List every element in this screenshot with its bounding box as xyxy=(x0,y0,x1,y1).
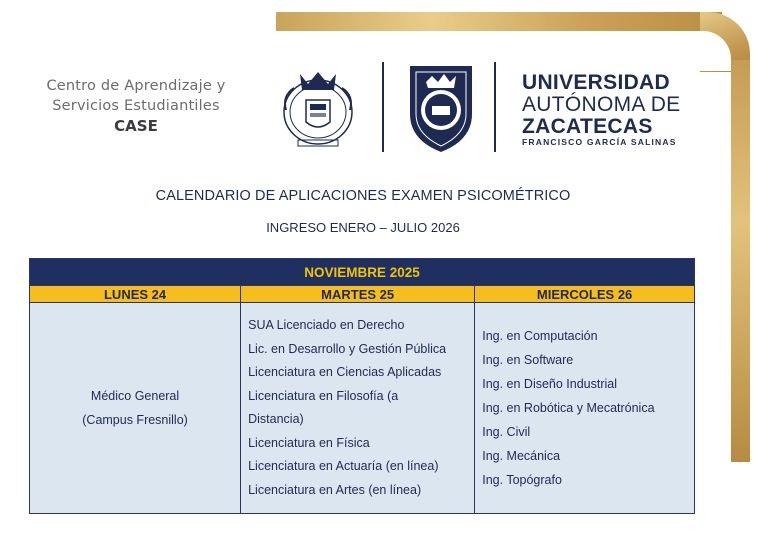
programs-row xyxy=(30,303,695,514)
day-header-wednesday: MIERCOLES 26 xyxy=(475,286,695,303)
university-line-1: UNIVERSIDAD xyxy=(522,71,670,94)
case-acronym: CASE xyxy=(114,117,158,135)
monday-programs xyxy=(30,303,241,514)
day-row xyxy=(30,286,695,303)
program-item: Licenciatura en Ciencias Aplicadas xyxy=(248,365,442,379)
program-item: Licenciatura en Filosofía (a xyxy=(248,388,399,403)
program-item: Ing. en Robótica y Mecatrónica xyxy=(482,401,655,415)
program-item: Distancia) xyxy=(248,412,304,426)
document-subtitle: INGRESO ENERO – JULIO 2026 xyxy=(266,220,460,235)
month-header: NOVIEMBRE 2025 xyxy=(30,259,695,286)
gold-frame-right xyxy=(731,60,750,462)
university-line-3: ZACATECAS xyxy=(522,115,653,138)
program-item: Licenciatura en Actuaría (en línea) xyxy=(248,459,439,473)
uaz-shield-logo xyxy=(402,62,480,154)
program-item: Ing. en Software xyxy=(482,353,574,367)
program-item: Ing. Topógrafo xyxy=(482,473,562,487)
program-item: Ing. Mecánica xyxy=(482,449,561,463)
case-line-1: Centro de Aprendizaje y xyxy=(46,78,226,94)
program-item: Licenciatura en Artes (en línea) xyxy=(248,482,422,497)
document-title: CALENDARIO DE APLICACIONES EXAMEN PSICOMÉTRICO xyxy=(155,188,571,204)
program-item: Licenciatura en Física xyxy=(248,435,370,450)
university-line-2: AUTÓNOMA DE xyxy=(522,93,681,116)
program-item: Ing. en Diseño Industrial xyxy=(482,377,618,391)
program-item: Ing. en Computación xyxy=(482,329,598,343)
day-header-monday: LUNES 24 xyxy=(30,286,241,303)
case-heading xyxy=(18,76,254,136)
wednesday-programs xyxy=(475,303,695,514)
case-line-2: Servicios Estudiantiles xyxy=(52,98,220,114)
university-crest-logo xyxy=(276,66,360,150)
divider-line-2 xyxy=(494,62,496,152)
day-header-tuesday: MARTES 25 xyxy=(241,286,475,303)
program-item: Lic. en Desarrollo y Gestión Pública xyxy=(248,341,447,356)
program-item: Médico General xyxy=(90,389,180,403)
program-item: Ing. Civil xyxy=(482,425,531,439)
university-subtitle: FRANCISCO GARCÍA SALINAS xyxy=(522,137,677,147)
gold-frame-top xyxy=(276,12,722,31)
divider-line-1 xyxy=(382,62,384,152)
schedule-table xyxy=(29,258,695,514)
program-item: (Campus Fresnillo) xyxy=(82,413,188,427)
university-name xyxy=(522,72,680,138)
tuesday-programs xyxy=(241,303,475,514)
program-item: SUA Licenciado en Derecho xyxy=(248,318,405,332)
month-row xyxy=(30,259,695,286)
